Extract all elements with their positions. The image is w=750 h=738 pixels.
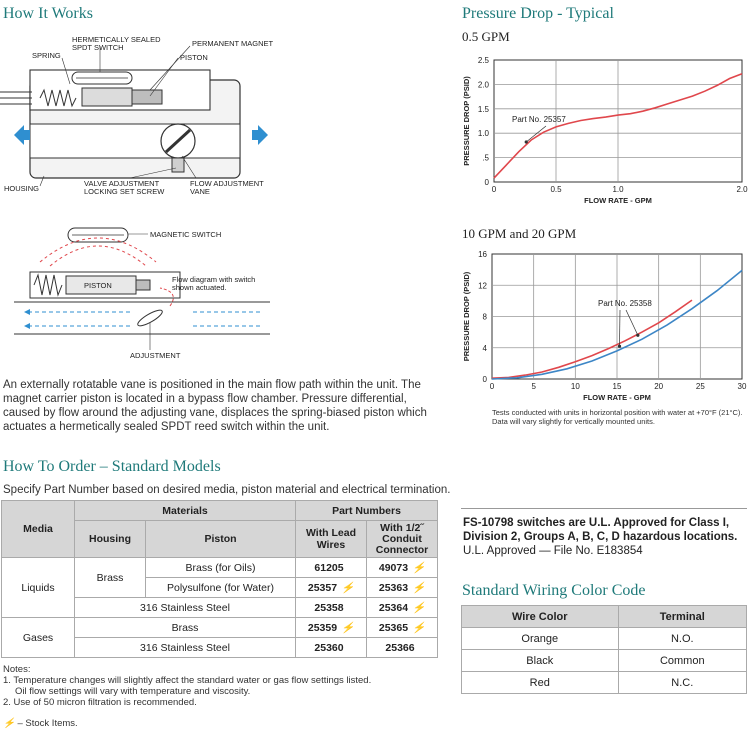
pressure-drop-chart-05gpm — [458, 48, 750, 220]
x-tick-label: 10 — [570, 382, 580, 391]
y-tick-label: 8 — [482, 312, 487, 322]
piston-cell: Polysulfone (for Water) — [146, 578, 296, 598]
table-row — [462, 628, 747, 650]
piston-cell: 316 Stainless Steel — [75, 598, 296, 618]
order-table — [1, 500, 438, 658]
series-annotation-label: Part No. 25358 — [598, 299, 652, 308]
how-it-works-title: How It Works — [3, 5, 93, 22]
x-axis-title: FLOW RATE - GPM — [584, 196, 652, 205]
x-tick-label: 0 — [489, 382, 495, 391]
stock-items-note: – Stock Items. — [17, 718, 78, 729]
x-tick-label: 30 — [737, 382, 747, 391]
how-it-works-description: An externally rotatable vane is positioned in the main flow path within the unit. The magnet carrier piston is located in a bypass flow chamber. Pressure differential, caused by flow around the adjusting vane, displaces the spring-biased piston which actuates a hermetically sealed SPDT reed switch within the unit. — [3, 379, 427, 433]
stock-icon: ⚡ — [412, 622, 426, 634]
chart1-subtitle: 0.5 GPM — [462, 29, 510, 44]
stock-icon: ⚡ — [341, 622, 355, 634]
label-spring: SPRING — [32, 51, 61, 60]
chart2-subtitle: 10 GPM and 20 GPM — [462, 226, 577, 241]
piston-cell: Brass — [75, 618, 296, 638]
y-tick-label: 1.0 — [477, 129, 489, 139]
flow-arrow-out-icon — [14, 125, 30, 145]
label-flow-note: Flow diagram with switch shown actuated. — [172, 276, 256, 292]
ul-approval-box — [463, 516, 749, 558]
th-media: Media — [2, 501, 75, 558]
lead-part-number: 25357 — [307, 582, 338, 594]
x-axis-title: FLOW RATE - GPM — [583, 393, 651, 402]
flow-arrow-in-icon — [252, 125, 268, 145]
note-1b: Oil flow settings will vary with temperature and viscosity. — [15, 686, 251, 697]
conduit-part-number: 25364 — [378, 602, 409, 614]
th-with-lead-wires: With Lead Wires — [296, 521, 367, 558]
y-tick-label: 12 — [478, 281, 487, 291]
label-magnetic-switch: MAGNETIC SWITCH — [150, 230, 222, 239]
piston-cell: 316 Stainless Steel — [75, 638, 296, 658]
y-tick-label: 16 — [478, 250, 487, 259]
y-tick-label: 4 — [482, 343, 487, 353]
wiring-table — [461, 605, 747, 694]
y-axis-title: PRESSURE DROP (PSID) — [462, 271, 471, 362]
th-piston: Piston — [146, 521, 296, 558]
x-tick-label: 5 — [531, 382, 536, 391]
lead-part-number: 25360 — [314, 641, 344, 654]
stock-icon: ⚡ — [412, 602, 426, 614]
conduit-part-number: 49073 — [378, 562, 409, 574]
conduit-part-number: 25363 — [378, 582, 409, 594]
pressure-drop-title: Pressure Drop - Typical — [462, 5, 614, 22]
ul-line-3: U.L. Approved — File No. E183854 — [463, 545, 643, 557]
set-screw — [172, 158, 184, 172]
stock-icon: ⚡ — [341, 582, 355, 594]
label-piston: PISTON — [180, 53, 208, 62]
th-terminal: Terminal — [618, 606, 746, 628]
x-tick-label: 0.5 — [550, 185, 562, 194]
piston-body — [82, 88, 132, 106]
notes-title: Notes: — [3, 664, 31, 675]
y-axis-title: PRESSURE DROP (PSID) — [462, 76, 471, 166]
wire-color-cell: Orange — [462, 628, 619, 650]
annotation-marker — [618, 345, 621, 348]
y-tick-label: .5 — [482, 153, 489, 163]
x-tick-label: 2.0 — [736, 185, 748, 194]
y-tick-label: 0 — [484, 178, 489, 187]
terminal-cell: N.C. — [618, 672, 746, 694]
stock-icon: ⚡ — [412, 562, 426, 574]
th-with-conduit: With 1/2˝ Conduit Connector — [367, 521, 438, 558]
label-reed-switch: HERMETICALLY SEALED SPDT SWITCH — [72, 36, 161, 52]
terminal-cell: Common — [618, 650, 746, 672]
y-tick-label: 2.0 — [477, 80, 489, 90]
media-gases: Gases — [2, 618, 75, 658]
x-tick-label: 20 — [654, 382, 664, 391]
x-tick-label: 1.0 — [612, 185, 624, 194]
th-part-numbers: Part Numbers — [296, 501, 438, 521]
test-conditions-note: Tests conducted with units in horizontal position with water at +70°F (21°C). Data will vary slightly for vertically mounted units. — [492, 408, 743, 426]
ul-line-1: FS-10798 switches are U.L. Approved for Class I, — [463, 517, 730, 529]
pressure-drop-chart-10-20gpm — [458, 244, 750, 414]
table-row — [462, 672, 747, 694]
y-tick-label: 2.5 — [477, 56, 489, 65]
th-wire-color: Wire Color — [462, 606, 619, 628]
th-materials: Materials — [75, 501, 296, 521]
order-notes — [3, 664, 443, 729]
ul-line-2: Division 2, Groups A, B, C, D hazardous locations. — [463, 531, 738, 543]
media-liquids: Liquids — [2, 558, 75, 618]
terminal-cell: N.O. — [618, 628, 746, 650]
note-2: 2. Use of 50 micron filtration is recommended. — [3, 697, 197, 708]
piston-cell: Brass (for Oils) — [146, 558, 296, 578]
lead-part-number: 25358 — [314, 601, 344, 614]
how-to-order-title: How To Order – Standard Models — [3, 458, 221, 475]
lead-part-number: 61205 — [314, 561, 344, 574]
th-housing: Housing — [75, 521, 146, 558]
wiring-title: Standard Wiring Color Code — [462, 582, 646, 599]
table-row — [2, 618, 438, 638]
annotation-marker — [525, 140, 528, 143]
approval-divider — [461, 508, 747, 509]
x-tick-label: 15 — [612, 382, 622, 391]
annotation-leader — [620, 310, 621, 346]
lead-part-number: 25359 — [307, 622, 338, 634]
note-1: 1. Temperature changes will slightly affect the standard water or gas flow settings listed. — [3, 675, 372, 686]
x-tick-label: 0 — [491, 185, 497, 194]
label-piston-2: PISTON — [84, 281, 112, 290]
conduit-part-number: 25365 — [378, 622, 409, 634]
main-flow-passage — [30, 124, 240, 158]
label-housing: HOUSING — [4, 184, 40, 193]
label-vane: FLOW ADJUSTMENT VANE — [190, 180, 264, 196]
flow-switch-cutaway-diagram — [0, 28, 285, 203]
label-locking-screw: VALVE ADJUSTMENT LOCKING SET SCREW — [84, 180, 165, 196]
how-to-order-intro: Specify Part Number based on desired media, piston material and electrical termination. — [3, 484, 451, 496]
table-row — [462, 650, 747, 672]
annotation-marker — [636, 334, 639, 337]
y-tick-label: 0 — [482, 375, 487, 384]
table-row — [2, 558, 438, 578]
stock-icon: ⚡ — [412, 582, 426, 594]
conduit-part-number: 25366 — [385, 641, 415, 654]
y-tick-label: 1.5 — [477, 104, 489, 114]
label-adjustment: ADJUSTMENT — [130, 351, 181, 360]
housing-brass: Brass — [75, 558, 146, 598]
series-annotation-label: Part No. 25357 — [512, 115, 566, 124]
wire-color-cell: Black — [462, 650, 619, 672]
wire-color-cell: Red — [462, 672, 619, 694]
label-magnet: PERMANENT MAGNET — [192, 39, 274, 48]
flow-diagram-actuated — [0, 222, 285, 367]
x-tick-label: 25 — [695, 382, 705, 391]
stock-item-icon: ⚡ — [3, 718, 15, 729]
permanent-magnet — [132, 90, 162, 104]
